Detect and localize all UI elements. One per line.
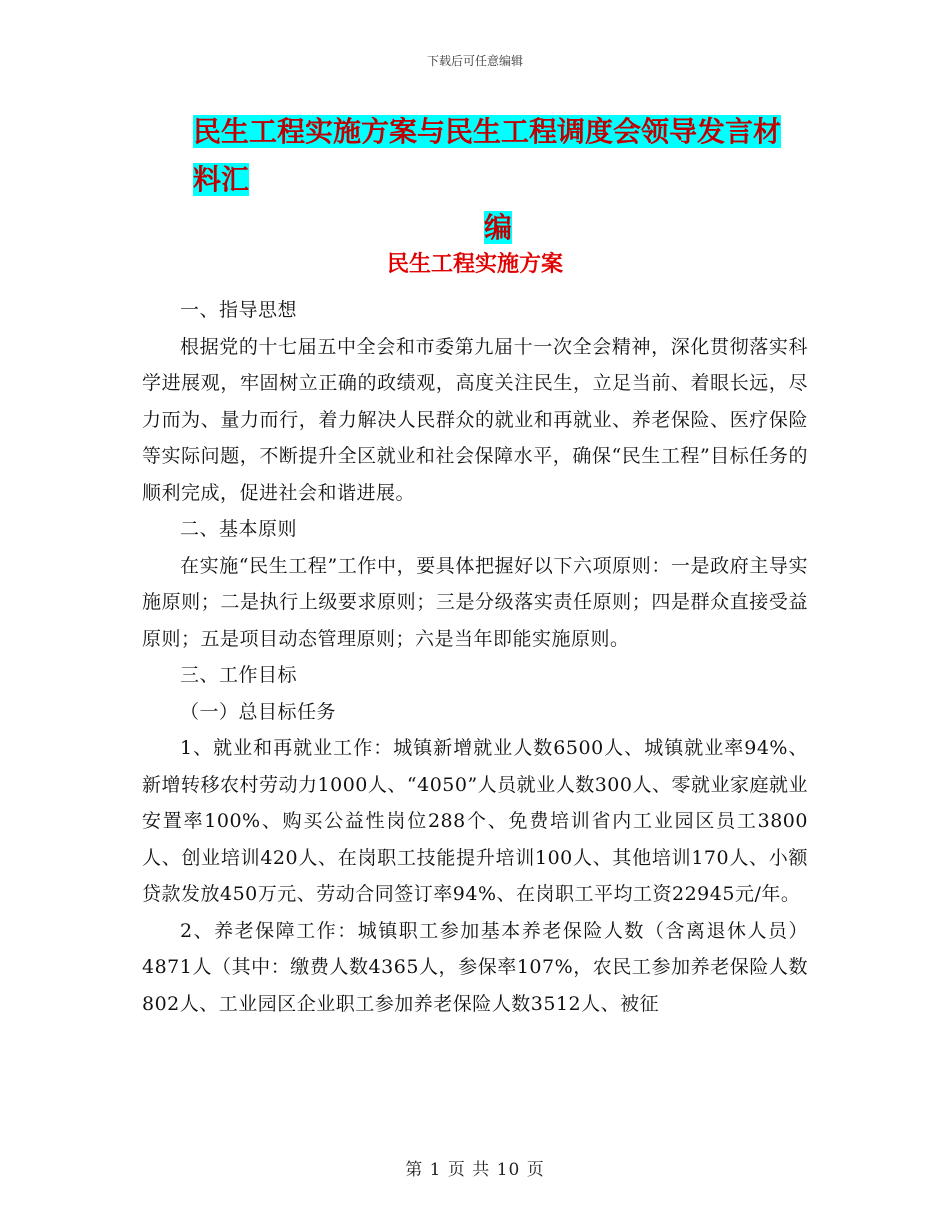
header-note: 下载后可任意编辑 [426,54,523,68]
paragraph-basic-principles: 在实施“民生工程”工作中，要具体把握好以下六项原则：一是政府主导实施原则；二是执行上级要求原则；三是分级落实责任原则；四是群众直接受益原则；五是项目动态管理原则；六是当年即能实施原则。 [142,554,808,650]
section-title: 民生工程实施方案 [386,252,563,277]
paragraph-employment: 1、就业和再就业工作：城镇新增就业人数6500人、城镇就业率94%、新增转移农村劳动力1000人、“4050”人员就业人数300人、零就业家庭就业安置率100%、购买公益性岗位288个、免费培训省内工业园区员工3800人、创业培训420人、在岗职工技能提升培训100人、其他培训170人、小额贷款发放450万元、劳动合同签订率94%、在岗职工平均工资22945元/年。 [142,737,808,905]
heading-basic-principles: 二、基本原则 [180,518,298,540]
paragraph-guiding-ideology: 根据党的十七届五中全会和市委第九届十一次全会精神，深化贯彻落实科学进展观，牢固树立正确的政绩观，高度关注民生，立足当前、着眼长远，尽力而为、量力而行，着力解决人民群众的就业和再就业、养老保险、医疗保险等实际问题，不断提升全区就业和社会保障水平，确保“民生工程”目标任务的顺利完成，促进社会和谐进展。 [142,335,808,504]
page-footer: 第 1 页 共 10 页 [405,1160,545,1180]
heading-guiding-ideology: 一、指导思想 [180,299,298,321]
document-title [188,108,808,252]
document-title-line1: 民生工程实施方案与民生工程调度会领导发言材料汇 [193,115,782,196]
document-body [142,292,808,1022]
subheading-overall-goals: （一）总目标任务 [180,700,337,723]
paragraph-pension: 2、养老保障工作：城镇职工参加基本养老保险人数（含离退休人员）4871人（其中：缴费人数4365人，参保率107%，农民工参加养老保险人数802人、工业园区企业职工参加养老保险人数3512人、被征 [142,919,808,1015]
document-title-line2: 编 [483,211,512,244]
heading-work-goals: 三、工作目标 [180,664,298,686]
